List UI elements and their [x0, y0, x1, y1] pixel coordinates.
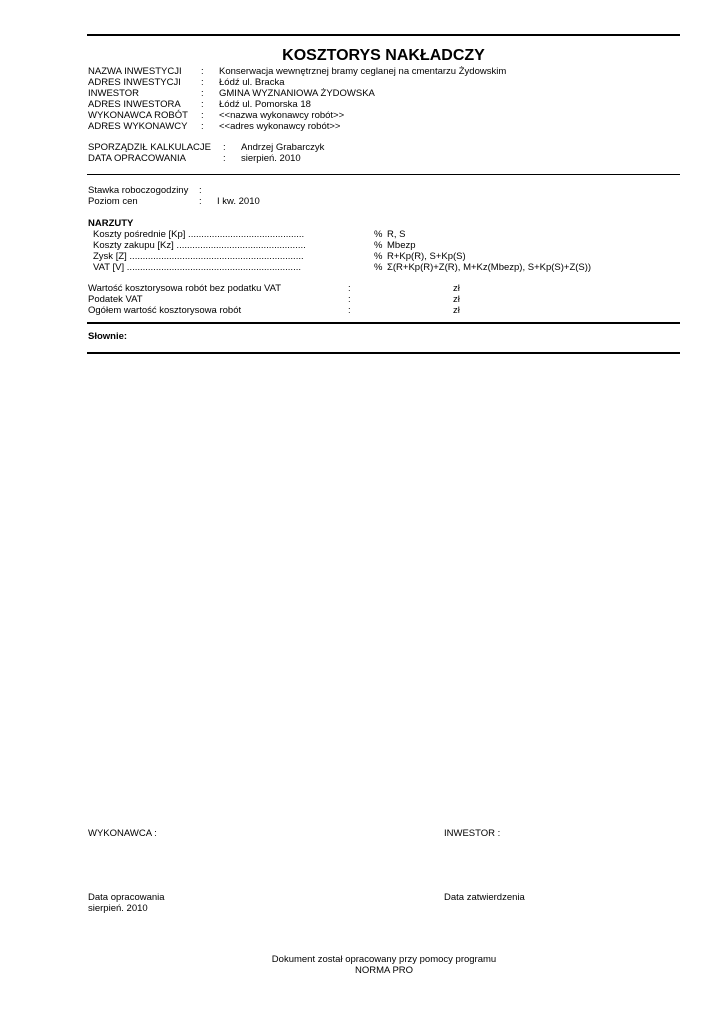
investment-name-label: NAZWA INWESTYCJI [88, 66, 182, 77]
investor-value: GMINA WYZNANIOWA ŻYDOWSKA [219, 88, 375, 99]
surcharge-profit-label: Zysk [Z] .................................................................. [93, 251, 304, 262]
prepared-date-label: DATA OPRACOWANIA [88, 153, 187, 164]
total-net-sep: : [348, 283, 351, 294]
prep-date-label: Data opracowania [88, 892, 165, 903]
investment-address-sep: : [201, 77, 204, 88]
contractor-name-sep: : [201, 110, 204, 121]
surcharge-purchase-base: Mbezp [387, 240, 416, 251]
surcharge-purchase-pct: % [374, 240, 383, 251]
price-level-value: I kw. 2010 [217, 196, 260, 207]
price-level-label: Poziom cen [88, 196, 138, 207]
total-gross-unit: zł [453, 305, 460, 316]
hourly-rate-sep: : [199, 185, 202, 196]
investment-name-sep: : [201, 66, 204, 77]
in-words-label: Słownie: [88, 331, 128, 342]
investment-address-value: Łódź ul. Bracka [219, 77, 285, 88]
total-net-unit: zł [453, 283, 460, 294]
investment-name-value: Konserwacja wewnętrznej bramy ceglanej na cmentarzu Żydowskim [219, 66, 507, 77]
prepared-by-sep: : [223, 142, 226, 153]
surcharge-vat-label: VAT [V] .................................................................. [93, 262, 301, 273]
prepared-date-sep: : [223, 153, 226, 164]
total-vat-unit: zł [453, 294, 460, 305]
investor-sep: : [201, 88, 204, 99]
surcharge-purchase-label: Koszty zakupu [Kz] ................................................. [93, 240, 306, 251]
contractor-address-value: <<adres wykonawcy robót>> [219, 121, 341, 132]
rule-after-header [87, 174, 680, 175]
total-gross-sep: : [348, 305, 351, 316]
contractor-address-sep: : [201, 121, 204, 132]
investor-signature-label: INWESTOR : [444, 828, 501, 839]
top-rule [87, 34, 680, 36]
prepared-by-value: Andrzej Grabarczyk [241, 142, 325, 153]
price-level-sep: : [199, 196, 202, 207]
total-net-label: Wartość kosztorysowa robót bez podatku VAT [88, 283, 282, 294]
surcharge-profit-base: R+Kp(R), S+Kp(S) [387, 251, 466, 262]
document-title: KOSZTORYS NAKŁADCZY [282, 47, 485, 64]
surcharges-heading: NARZUTY [88, 218, 134, 229]
rule-before-words [87, 322, 680, 324]
total-vat-sep: : [348, 294, 351, 305]
investor-address-label: ADRES INWESTORA [88, 99, 181, 110]
prepared-by-label: SPORZĄDZIŁ KALKULACJE [88, 142, 212, 153]
contractor-name-label: WYKONAWCA ROBÓT [88, 110, 188, 121]
investor-address-sep: : [201, 99, 204, 110]
investor-label: INWESTOR [88, 88, 140, 99]
hourly-rate-label: Stawka roboczogodziny [88, 185, 189, 196]
footer-line-2: NORMA PRO [354, 965, 414, 976]
surcharge-vat-base: Σ(R+Kp(R)+Z(R), M+Kz(Mbezp), S+Kp(S)+Z(S)) [387, 262, 592, 273]
total-vat-label: Podatek VAT [88, 294, 143, 305]
investment-address-label: ADRES INWESTYCJI [88, 77, 181, 88]
total-gross-label: Ogółem wartość kosztorysowa robót [88, 305, 242, 316]
footer-line-1: Dokument został opracowany przy pomocy programu [271, 954, 497, 965]
surcharge-indirect-base: R, S [387, 229, 406, 240]
prep-date-value: sierpień. 2010 [88, 903, 148, 914]
contractor-signature-label: WYKONAWCA : [88, 828, 157, 839]
contractor-address-label: ADRES WYKONAWCY [88, 121, 188, 132]
surcharge-indirect-label: Koszty pośrednie [Kp] ............................................ [93, 229, 305, 240]
investor-address-value: Łódź ul. Pomorska 18 [219, 99, 311, 110]
surcharge-profit-pct: % [374, 251, 383, 262]
surcharge-vat-pct: % [374, 262, 383, 273]
approval-date-label: Data zatwierdzenia [444, 892, 525, 903]
rule-after-words [87, 352, 680, 354]
contractor-name-value: <<nazwa wykonawcy robót>> [219, 110, 345, 121]
surcharge-indirect-pct: % [374, 229, 383, 240]
prepared-date-value: sierpień. 2010 [241, 153, 301, 164]
